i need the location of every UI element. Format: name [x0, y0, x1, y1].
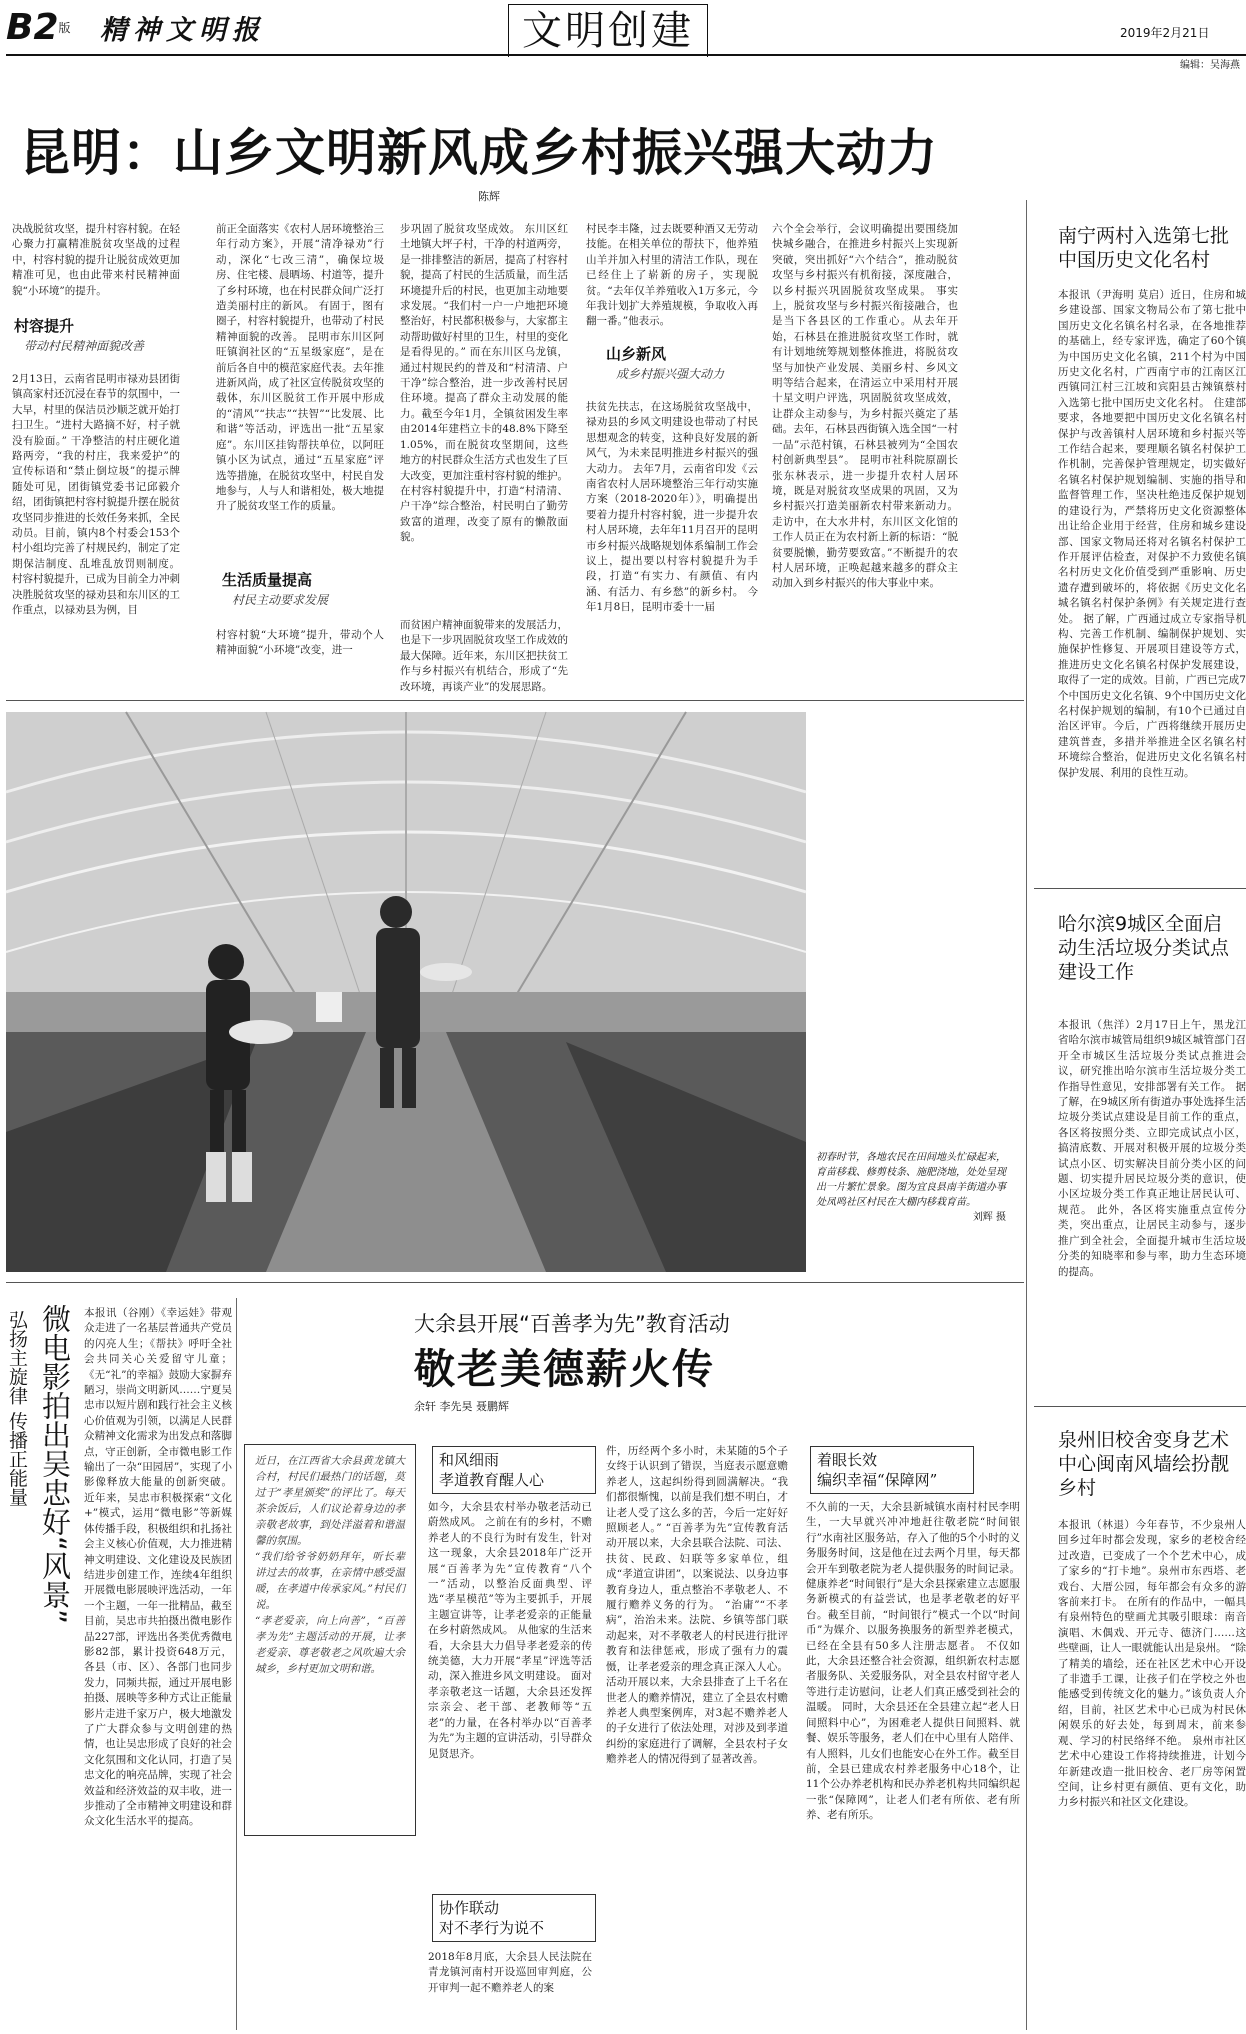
- main-col-2: 前正全面落实《农村人居环境整治三年行动方案》，开展“清净禄劝”行动，深化“七改三清”，确保垃圾房、住宅楼、晨晒场、村道等，提升了乡村环境，也在村民群众间广泛打造美丽村庄的新风。 有固于，图有圈子，村容村貌提升，也带动了村民精神面貌的改善。 昆明市东川区阿旺镇润社区的“五星级家庭”，是在前后各自中的模范家庭代表。去年推进新风尚，成了社区宣传脱贫攻坚的载体，东川区脱贫工作开展中形成的“清风”“扶志”“扶智”“比发展、比和谐”等活动，评选出一批“五星家庭”。东川区挂钩帮扶单位，以阿旺镇小区为试点，通过“五星家庭”评选等措施，在脱贫攻坚中，村民自发地参与，人与人和谐相处，极大地提升了脱贫攻坚工作的质量。: [216, 223, 384, 513]
- subhead-2: [222, 570, 392, 610]
- dayu-box-1: [432, 1446, 596, 1494]
- subhead-3-title: 山乡新风: [606, 345, 667, 363]
- paper-name: 精神文明报: [100, 15, 265, 46]
- dayu-col-1b: 2018年8月底，大余县人民法院在青龙镇河南村开设巡回审判庭，公开审判一起不赡养老人的案: [428, 1951, 592, 1994]
- dayu-kicker: 大余县开展“百善孝为先”教育活动: [414, 1312, 730, 1336]
- main-bottom-rule: [6, 700, 1024, 701]
- sidebar-story-1-headline: 南宁两村入选第七批中国历史文化名村: [1058, 225, 1230, 271]
- dayu-byline: 余轩 李先昊 聂鹏辉: [414, 1400, 509, 1413]
- main-col-3b: 而贫困户精神面貌带来的发展活力，也是下一步巩固脱贫攻坚工作成效的最大保障。近年来，东川区把扶贫工作与乡村振兴有机结合，形成了“先改环境，再谈产业”的发展思路。: [400, 619, 568, 693]
- dayu-box-2-sub: 对不孝行为说不: [439, 1919, 545, 1937]
- subhead-3-sub: 成乡村振兴强大动力: [616, 367, 725, 381]
- dayu-box-1-title: 和风细雨: [439, 1451, 500, 1469]
- dayu-box-3: [810, 1446, 974, 1494]
- film-divider: [236, 1298, 237, 2030]
- photo-bottom-rule: [6, 1282, 1024, 1283]
- subhead-1: [14, 316, 184, 356]
- poem-text: 近日，在江西省大余县黄龙镇大合村，村民们最热门的话题，莫过于“孝星颁奖”的评比了。每天茶余饭后，人们议论着身边的孝亲敬老故事，到处洋溢着和谐温馨的氛围。 “我们给爷爷奶奶拜年，听长辈讲过去的故事，在亲情中感受温暖，在孝道中传承家风。”村民们说。 “孝老爱亲，向上向善”，“百善孝为先”主题活动的开展，让孝老爱亲、尊老敬老之风吹遍大余城乡，乡村更加文明和谐。: [255, 1455, 405, 1675]
- header-rule: [6, 54, 1246, 56]
- dayu-box-3-sub: 编织幸福“保障网”: [817, 1471, 938, 1489]
- film-body-top: [84, 1306, 232, 1828]
- film-body-text: 本报讯（谷刚）《幸运娃》带观众走进了一名基层普通共产党员的闪亮人生；《帮扶》呼吁全社会共同关心关爱留守儿童；《无“礼”的幸福》鼓励大家摒弃陋习，崇尚文明新风……宁夏吴忠市以短片剧和践行社会主义核心价值观为引领，以满足人民群众精神文化需求为出发点和落脚点，守正创新，全市微电影工作输出了一杂“田园居”，实现了小影像释放大能量的创新突破。 近年来，吴忠市积极探索“文化+”模式，运用“微电影”等新媒体传播手段，积极组织和扎扬社会主义核心价值观，大力推进精神文明建设、文化建设及民族团结进步创建工作，连续4年组织开展微电影展映评选活动，一年一个主题，一年一批精品，截至目前，吴忠市共拍摄出微电影作品227部，评选出各类优秀微电影82部，累计投资648万元，各县（市、区）、各部门也同步发力，同频共振，通过开展电影拍摄、展映等多种方式让正能量影片走进千家万户，极大地激发了广大群众参与文明创建的热情，也让吴忠形成了良好的社会文化氛围和文化认同，打造了吴忠文化的响亮品牌，实现了社会效益和经济效益的双丰收，进一步推动了全市精神文明建设和群众文化生活水平的提高。: [84, 1307, 232, 1828]
- sidebar-rule-2: [1034, 1406, 1246, 1407]
- dayu-headline: 敬老美德薪火传: [414, 1345, 715, 1393]
- main-col-1b: 2月13日，云南省昆明市禄劝县团街镇高家村还沉浸在春节的氛围中，一大早，村里的保洁员沙顺芝就开始打扫卫生。“进村大路摘不好，村子就没有脸面。” 干净整洁的村庄硬化道路两旁，“我的村庄，我来爱护”的宣传标语和“禁止倒垃圾”的提示牌随处可见，团街镇党委书记邱毅介绍，团街镇把村容村貌提升摆在脱贫攻坚同步推进的长效任务来抓，全民动员。目前，镇内8个村委会153个村小组均完善了村规民约，制定了定期保洁制度、乱堆乱放罚则制度。 村容村貌提升，已成为目前全力冲刺决胜脱贫攻坚的禄劝县和东川区的工作重点，以禄劝县为例，目: [12, 373, 180, 617]
- photo-caption: [816, 1150, 1006, 1225]
- sidebar-story-2-body: 本报讯（焦洋）2月17日上午，黑龙江省哈尔滨市城管局组织9城区城管部门召开全市城区生活垃圾分类试点推进会议，研究推出哈尔滨市生活垃圾分类工作指导性意见，安排部署有关工作。 据了解，在9城区所有街道办事处选择生活垃圾分类试点建设是目前工作的重点，各区将按照分类、立即完成试点小区，搞清底数、开展对积极开展的垃圾分类试点小区、切实解决目前分类小区的问题、切实提升居民垃圾分类的意识，使小区垃圾分类工作真正地让居民认可、规范。 此外，各区将实施重点宣传分类，突出重点，让居民主动参与，逐步推广到全社会，全面提升城市生活垃圾分类的知晓率和参与率，助力生态环境的提高。: [1058, 1019, 1246, 1278]
- main-byline: 陈辉: [478, 190, 500, 203]
- film-vertical-title: 微电影拍出吴忠好“风景”: [38, 1304, 72, 1625]
- poem-box: [244, 1444, 416, 1836]
- photo-credit: 刘辉 摄: [972, 1212, 1006, 1223]
- editor-credit: 编辑：吴海燕: [1180, 60, 1240, 71]
- film-body-bottom: [6, 1680, 226, 2030]
- photo-caption-text: 初春时节，各地农民在田间地头忙碌起来，育苗移栽、修剪枝条、施肥浇地，处处呈现出一片繁忙景象。图为宜良县南羊街道办事处凤鸣社区村民在大棚内移栽育苗。: [816, 1152, 1006, 1208]
- subhead-2-sub: 村民主动要求发展: [232, 593, 329, 607]
- greenhouse-photo: [6, 712, 806, 1272]
- main-col-5: 六个全会举行，会议明确提出要围绕加快城乡融合，在推进乡村振兴上实现新突破，突出抓好“六个结合”，推动脱贫攻坚与乡村振兴有机衔接，深度融合，以乡村振兴巩固脱贫攻坚成果。 事实上，脱贫攻坚与乡村振兴衔接融合，也是当下各县区的工作重心。从去年开始，石林县在推进脱贫攻坚工作时，就有计划地统筹规划整体推进，将脱贫攻坚与加快产业发展、美丽乡村、乡风文明等结合起来，在清运立中采用村开展十星文明户评选，巩固脱贫攻坚成效，让群众主动参与，为乡村振兴奠定了基础。去年，石林县西街镇入选全国“一村一品”示范村镇，石林县被列为“全国农村创新典型县”。 昆明市社科院原副长张东林表示，进一步提升农村人居环境，既是对脱贫攻坚成果的巩固，又为乡村振兴打造美丽新农村带来新动力。 走访中，在大水井村，东川区文化馆的工作人员正在为农村新上新的标语：“脱贫要脱懒，勤劳要致富。”不断提升的农村人居环境，正唤起越来越多的群众主动加入到乡村振兴的伟大事业中来。: [772, 223, 958, 590]
- subhead-3: [606, 344, 776, 384]
- page-number: B2版: [6, 7, 71, 48]
- section-box: [508, 4, 708, 57]
- dayu-col-2: 件，历经两个多小时，未某随的5个子女终于认识到了错误，当庭表示愿意赡养老人，这起纠纷得到圆满解决。“我们都很惭愧，以前是我们想不明白，才让老人受了这么多的苦，今后一定好好照顾老人。” “百善孝为先”宣传教育活动开展以来，大余县联合法院、司法、扶贫、民政、妇联等多家单位，组成“孝道宣讲团”，以案说法、以身边事教育身边人，重点整治不孝敬老人、不履行赡养义务的行为。 “治庸”“不孝病”，治治未来。法院、乡镇等部门联动起来，对不孝敬老人的村民进行批评教育和法律惩戒，形成了强有力的震慑，让孝老爱亲的理念真正深入人心。 活动开展以来，大余县排查了上千名在世老人的赡养情况，建立了全县农村赡养老人典型案例库，对3起不赡养老人的子女进行了依法处理，对涉及到孝道纠纷的家庭进行了调解，全县农村子女赡养老人的情况得到了显著改善。: [606, 1445, 788, 1766]
- sidebar-divider: [1026, 200, 1027, 2030]
- film-vertical-sub: 弘扬主旋律 传播正能量: [6, 1310, 28, 1507]
- sidebar-story-3-body: 本报讯（林退）今年春节，不少泉州人回乡过年时都会发现，家乡的老校舍经过改造，已变成了一个个艺术中心，成了家乡的“打卡地”。泉州市东西塔、老戏台、大厝公园，每年都会有众多的游客前来打卡。 在所有的作品中，一幅具有泉州特色的壁画尤其吸引眼球：南音演唱、木偶戏、开元寺、德济门……这些壁画，让人一眼就能认出是泉州。 “除了精美的墙绘，还在社区艺术中心开设了非遗手工课，让孩子们在学校之外也能感受到传统文化的魅力。”该负责人介绍，目前，社区艺术中心已成为村民休闲娱乐的好去处，每到周末，前来参观、学习的村民络绎不绝。 泉州市社区艺术中心建设工作将持续推进，计划今年新建改造一批旧校舍、老厂房等闲置空间，让乡村更有颜值、更有文化，助力乡村振兴和社区文化建设。: [1058, 1519, 1246, 1809]
- main-col-4a: 村民李丰隆，过去既要种酒又无劳动技能。在相关单位的帮扶下，他养殖山羊并加入村里的清洁工作队，现在已经住上了崭新的房子，实现脱贫。“去年仅羊养殖收入1万多元，今年我计划扩大养殖规模，争取收入再翻一番。”他表示。: [586, 223, 758, 328]
- sidebar-story-1-body: 本报讯（尹海明 莫启）近日，住房和城乡建设部、国家文物局公布了第七批中国历史文化名镇名村名录，在各地推荐的基础上，经专家评选，确定了60个镇为中国历史文化名镇，211个村为中国历史文化名村，广西南宁市的江南区江西镇同江村三江坡和宾阳县古辣镇蔡村入选第七批中国历史文化名村。 住建部要求，各地要把中国历史文化名镇名村保护与改善镇村人居环境和乡村振兴等工作结合起来，要理顺名镇名村保护工作机制，完善保护管理规定，切实做好名镇名村保护规划编制、实施的指导和监督管理工作，坚决杜绝违反保护规划的建设行为，严禁将历史文化资源整体出让给企业用于经营，住房和城乡建设部、国家文物局还将对名镇名村保护工作开展评估检查，对保护不力致使名镇名村历史文化价值受到严重影响、历史遗存遭到破坏的，将依据《历史文化名城名镇名村保护条例》有关规定进行查处。 据了解，广西通过成立专家指导机构、完善工作机制、编制保护规划、实施保护性修复、开展项目建设等方式，推进历史文化名镇名村保护发展建设，取得了一定的成效。目前，广西已完成7个中国历史文化名镇、9个中国历史文化名村保护规划的编制，有10个已通过自治区评审。今后，广西将继续开展历史建筑普查，多措并举推进全区名镇名村环境综合整治，促进历史文化名镇名村保护发展、利用的良性互动。: [1058, 289, 1246, 779]
- main-headline: 昆明：山乡文明新风成乡村振兴强大动力: [20, 124, 938, 182]
- main-col-2b: 村容村貌“大环境”提升，带动个人精神面貌“小环境”改变，进一: [216, 629, 384, 657]
- main-col-3: 步巩固了脱贫攻坚成效。 东川区红土地镇大坪子村，干净的村道两旁，是一排排整洁的新居，提高了村容村貌，提高了村民的生活质量，而生活环境提升后的村民，也更加主动地要求发展。“我们村一户一户地把环境整治好，村民都积极参与，大家都主动帮助做好村里的卫生，村里的变化是看得见的。” 而在东川区乌龙镇，通过村规民约的普及和“村清清、户干净”综合整治，进一步改善村民居住环境。提高了群众主动发展的能力。截至今年1月，全镇贫困发生率由2014年建档立卡的48.8%下降至1.05%，而在脱贫攻坚期间，这些地方的村民群众生活方式也发生了巨大改变，更加注重村容村貌的维护。 在村容村貌提升中，打造“村清清、户干净”综合整治，村民明白了勤劳致富的道理，改变了原有的懒散面貌。: [400, 223, 568, 544]
- section-title: 文明创建: [522, 8, 694, 54]
- subhead-2-title: 生活质量提高: [222, 571, 313, 589]
- dayu-box-2: [432, 1894, 596, 1942]
- subhead-1-sub: 带动村民精神面貌改善: [24, 339, 145, 353]
- issue-date: 2019年2月21日: [1120, 26, 1210, 40]
- main-col-1a: 决战脱贫攻坚，提升村容村貌。在轻心聚力打赢精准脱贫攻坚战的过程中，村容村貌的提升让脱贫成效更加精准可见，也由此带来村民精神面貌“小环境”的提升。: [12, 223, 180, 297]
- main-col-4b: 扶贫先扶志，在这场脱贫攻坚战中，禄劝县的乡风文明建设也带动了村民思想观念的转变，这种良好发展的新风气，为未来昆明推进乡村振兴的强大动力。 去年7月，云南省印发《云南省农村人居环境整治三年行动实施方案（2018-2020年）》，明确提出要着力提升村容村貌，进一步提升农村人居环境，去年年11月召开的昆明市乡村振兴战略规划体系编制工作会议上，提出要以村容村貌提升为手段，打造“有实力、有颜值、有内涵、有活力、有乡愁”的新乡村。 今年1月8日，昆明市委十一届: [586, 401, 758, 614]
- dayu-box-3-title: 着眼长效: [817, 1451, 878, 1469]
- sidebar-rule-1: [1034, 888, 1246, 889]
- sidebar-story-3-headline: 泉州旧校舍变身艺术中心闽南风墙绘扮靓乡村: [1058, 1429, 1230, 1499]
- dayu-col-1: 如今，大余县农村举办敬老活动已蔚然成风。 之前在有的乡村，不赡养老人的不良行为时有发生，针对这一现象，大余县2018年广泛开展“百善孝为先”宣传教育“八个一”活动，以整治反面典型、评选“孝星模范”等为主要抓手，开展主题宣讲等，让孝老爱亲的正能量在乡村蔚然成风。 从他家的生活来看，大余县大力倡导孝老爱亲的传统美德，大力开展“孝星”评选等活动，深入推进乡风文明建设。 面对孝亲敬老这一话题，大余县还发挥宗亲会、老干部、老教师等“五老”的力量，在各村举办以“百善孝为先”为主题的宣讲活动，引导群众见贤思齐。: [428, 1501, 592, 1760]
- subhead-1-title: 村容提升: [14, 317, 75, 335]
- sidebar-story-2-headline: 哈尔滨9城区全面启动生活垃圾分类试点建设工作: [1058, 913, 1230, 983]
- dayu-col-3: 不久前的一天，大余县新城镇水南村村民李明生，一大早就兴冲冲地赶往敬老院“时间银行”水南社区服务站，存入了他的5个小时的义务服务时间，这是他在过去两个月里，每天都会开车到敬老院为老人提供服务的时间记录。 健康养老“时间银行”是大余县探索建立志愿服务新模式的有益尝试，也是孝老敬老的好平台。截至目前，“时间银行”模式一个以“时间币”为媒介、以服务换服务的新型养老模式，已经在全县有50多人注册志愿者。 不仅如此，大余县还整合社会资源，组织新农村志愿者服务队、关爱服务队，对全县农村留守老人等进行走访慰问，让老人们真正感受到社会的温暖。 同时，大余县还在全县建立起“老人日间照料中心”，为困难老人提供日间照料、就餐、娱乐等服务，老人们在中心里有人陪伴、有人照料，儿女们也能安心在外工作。截至目前，全县已建成农村养老服务中心18个，让11个公办养老机构和民办养老机构共同编织起一张“保障网”，让老人们老有所依、老有所养、老有所乐。: [806, 1501, 1020, 1822]
- dayu-box-2-title: 协作联动: [439, 1899, 500, 1917]
- greenhouse-photo-svg: [6, 712, 806, 1272]
- dayu-box-1-sub: 孝道教育醒人心: [439, 1471, 545, 1489]
